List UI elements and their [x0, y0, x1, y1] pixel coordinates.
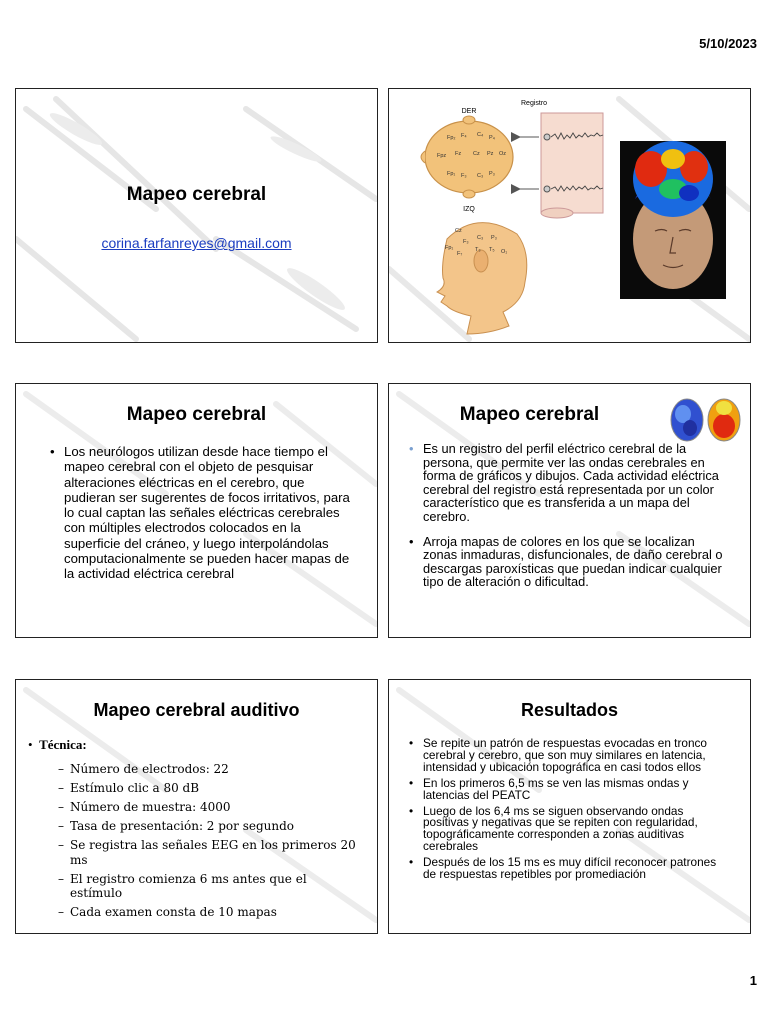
list-item: – Número de muestra: 4000: [58, 800, 358, 815]
slide-title: Mapeo cerebral: [126, 404, 267, 425]
page-number: 1: [749, 973, 757, 988]
list-item: • Luego de los 6,4 ms se siguen observando ondas positivas y negativas que se repiten con regularidad, topográficamente corresponden a zonas auditivas cerebrales: [409, 806, 729, 854]
svg-text:Pz: Pz: [487, 151, 494, 157]
svg-text:Cz: Cz: [455, 228, 462, 234]
slide-title: Mapeo cerebral auditivo: [93, 700, 300, 720]
svg-text:Fp₁: Fp₁: [447, 171, 456, 177]
svg-text:T₅: T₅: [489, 247, 495, 253]
slide-title: Resultados: [520, 700, 619, 720]
technique-list: [58, 762, 358, 924]
bullet-list: [409, 738, 729, 885]
list-item: • Los neurólogos utilizan desde hace tiempo el mapeo cerebral con el objeto de pesquisar alteraciones eléctricas en el cerebro, que pudieran ser sugerentes de focos irritativos, para lo cual captan las señales eléctricas cerebrales con múltiples electrodos colocados en la superficie del cráneo, y luego interpolándolas computacionalmente se pueden hacer mapas de la actividad eléctrica cerebral: [50, 444, 358, 582]
svg-text:IZQ: IZQ: [463, 206, 475, 213]
svg-text:P₄: P₄: [489, 135, 495, 141]
svg-text:Fp₂: Fp₂: [447, 135, 456, 141]
svg-text:Fz: Fz: [455, 151, 462, 157]
list-item: – Estímulo clic a 80 dB: [58, 781, 358, 796]
svg-text:O₁: O₁: [501, 249, 508, 255]
slide-title: Mapeo cerebral: [459, 404, 600, 425]
svg-text:C₃: C₃: [477, 173, 484, 179]
brain-map-thumbnails: [670, 398, 742, 442]
svg-text:Cz: Cz: [473, 151, 480, 157]
list-item: – Número de electrodos: 22: [58, 762, 358, 777]
list-item: – Cada examen consta de 10 mapas: [58, 905, 358, 920]
bullet-dot: •: [28, 737, 40, 752]
email-link[interactable]: corina.farfanreyes@gmail.com: [101, 235, 292, 251]
document-date: 5/10/2023: [699, 36, 757, 51]
slide-1: [15, 88, 378, 343]
svg-text:Fp₁: Fp₁: [445, 245, 454, 251]
svg-text:C₄: C₄: [477, 132, 484, 138]
svg-text:P₃: P₃: [491, 235, 497, 241]
list-item: • Se repite un patrón de respuestas evocadas en tronco cerebral y cerebro, que son muy similares en latencia, intensidad y ubicación topográfica en casi todos ellos: [409, 738, 729, 774]
svg-text:F₄: F₄: [461, 133, 467, 139]
slide-title: Mapeo cerebral: [126, 184, 267, 205]
svg-text:C₃: C₃: [477, 235, 484, 241]
list-item: – Tasa de presentación: 2 por segundo: [58, 819, 358, 834]
slide-5: [15, 679, 378, 934]
svg-text:P₃: P₃: [489, 171, 495, 177]
list-item: • Arroja mapas de colores en los que se localizan zonas inmaduras, disfuncionales, de daño cerebral o descargas paroxísticas que puedan indicar cualquier tipo de alteración o dificultad.: [409, 535, 727, 589]
bamboo-watermark: [16, 89, 378, 343]
list-item: – El registro comienza 6 ms antes que el estímulo: [58, 872, 358, 901]
technique-heading: • Técnica:: [28, 737, 87, 752]
bullet-list: [409, 442, 727, 600]
svg-text:Oz: Oz: [499, 151, 507, 157]
svg-text:F₇: F₇: [457, 251, 463, 257]
svg-text:Registro: Registro: [521, 100, 548, 107]
list-item: • Es un registro del perfil eléctrico cerebral de la persona, que permite ver las ondas cerebrales en forma de gráficos y dibujos. Cada actividad eléctrica cerebral del registro está representada por un color característico que es transferida a un mapa del cerebro.: [409, 442, 727, 524]
list-item: • En los primeros 6,5 ms se ven las mismas ondas y latencias del PEATC: [409, 778, 729, 802]
list-item: – Se registra las señales EEG en los primeros 20 ms: [58, 838, 358, 867]
slide-2: [388, 88, 751, 343]
bullet-list: [50, 444, 358, 582]
eeg-electrode-diagram: [389, 89, 751, 343]
svg-text:F₃: F₃: [463, 239, 469, 245]
svg-text:F₃: F₃: [461, 173, 467, 179]
svg-text:T₃: T₃: [475, 247, 481, 253]
slide-4: [388, 383, 751, 638]
svg-text:DER: DER: [461, 108, 477, 115]
list-item: • Después de los 15 ms es muy difícil reconocer patrones de respuestas repetibles por promediación: [409, 857, 729, 881]
slide-6: [388, 679, 751, 934]
slide-3: [15, 383, 378, 638]
svg-text:Fpz: Fpz: [437, 153, 447, 159]
